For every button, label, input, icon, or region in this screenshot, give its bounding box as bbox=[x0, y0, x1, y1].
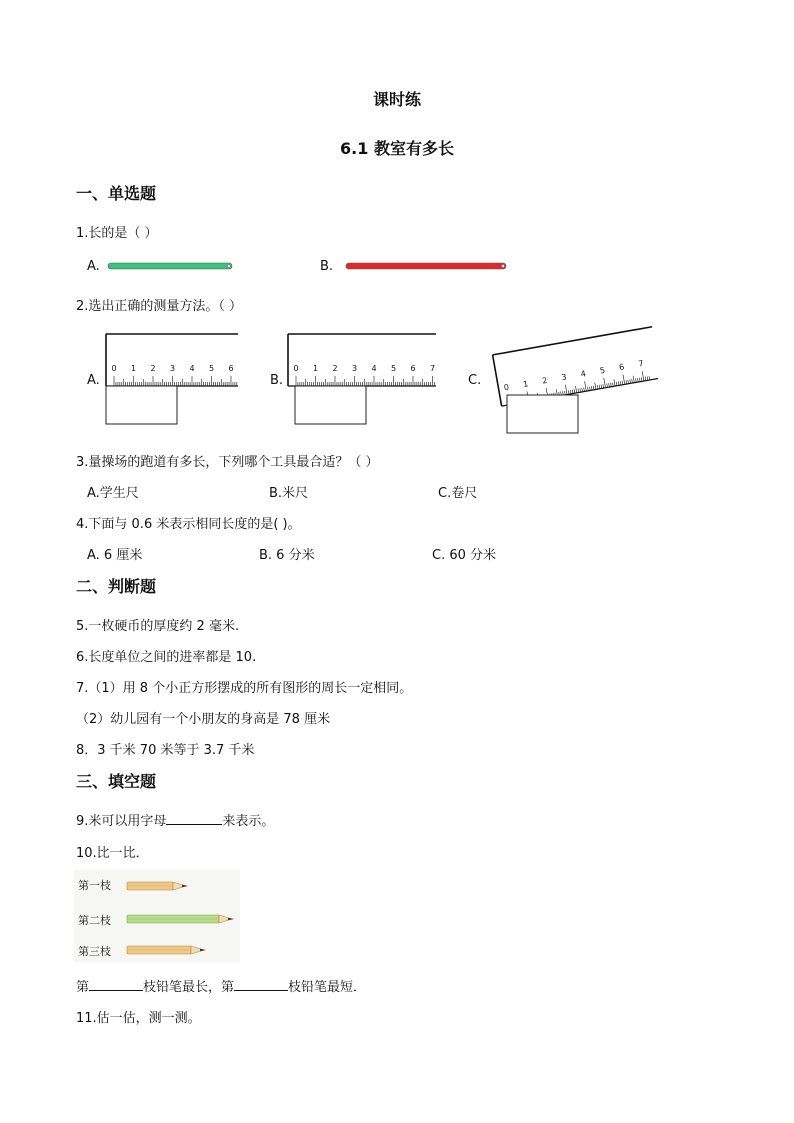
q3-option-c[interactable]: C.卷尺 bbox=[438, 486, 478, 501]
question-6: 6.长度单位之间的进率都是 10. bbox=[76, 650, 257, 665]
q10-answer-text-2: 枝铅笔最长，第 bbox=[143, 980, 235, 995]
ruler-tick-label: 6 bbox=[410, 364, 416, 373]
pencil-1-image bbox=[126, 878, 190, 894]
ruler-tick bbox=[639, 378, 640, 382]
ruler-tick bbox=[645, 377, 646, 381]
ruler-tick bbox=[649, 376, 650, 380]
ruler-tick bbox=[570, 390, 571, 394]
ruler-tick bbox=[628, 380, 629, 384]
q2-object-b bbox=[295, 386, 366, 424]
question-5: 5.一枚硬币的厚度约 2 毫米. bbox=[76, 619, 240, 634]
ruler-tick-label: 3 bbox=[169, 364, 176, 373]
ruler-tick bbox=[599, 385, 600, 389]
ruler-tick bbox=[616, 382, 617, 386]
ruler-tick bbox=[647, 376, 648, 380]
q10-answer-text-1: 第 bbox=[76, 980, 90, 995]
ruler-tick bbox=[622, 381, 623, 385]
ruler-tick bbox=[618, 381, 619, 385]
ruler-tick bbox=[637, 378, 638, 382]
q3-option-a[interactable]: A.学生尺 bbox=[87, 486, 139, 501]
q9-text-before: 9.米可以用字母 bbox=[76, 814, 167, 829]
ruler-tick bbox=[582, 388, 583, 392]
ruler-tick bbox=[565, 391, 566, 395]
q3-option-b[interactable]: B.米尺 bbox=[269, 486, 309, 501]
ruler-tick bbox=[585, 381, 587, 391]
question-1: 1.长的是（ ） bbox=[76, 226, 158, 241]
q2-object-a bbox=[106, 386, 177, 424]
q1-green-stick bbox=[106, 260, 236, 272]
ruler-tick bbox=[574, 389, 575, 393]
ruler-tick bbox=[578, 389, 579, 393]
ruler-tick bbox=[588, 387, 589, 391]
ruler-tick bbox=[630, 379, 631, 383]
question-10-answer bbox=[76, 976, 366, 995]
ruler-tick bbox=[591, 386, 592, 390]
ruler-tick-label: 2 bbox=[332, 364, 338, 373]
ruler-tick-label: 7 bbox=[637, 358, 645, 369]
ruler-tick bbox=[589, 387, 590, 391]
q4-option-b[interactable]: B. 6 分米 bbox=[259, 548, 315, 563]
ruler-tick-label: 0 bbox=[503, 382, 510, 393]
ruler-tick bbox=[603, 384, 604, 388]
ruler-tick-label: 3 bbox=[560, 372, 568, 383]
ruler-tick bbox=[609, 383, 610, 387]
pencil-3-image bbox=[126, 942, 210, 958]
ruler-tick bbox=[614, 379, 615, 386]
question-7-part-2: （2）幼儿园有一个小朋友的身高是 78 厘米 bbox=[76, 712, 331, 727]
question-10: 10.比一比． bbox=[76, 846, 149, 861]
q9-answer-blank[interactable] bbox=[166, 812, 222, 825]
q4-option-a[interactable]: A. 6 厘米 bbox=[87, 548, 143, 563]
pencil-label-3: 第三枝 bbox=[78, 945, 111, 958]
ruler-tick-label: 2 bbox=[541, 375, 549, 386]
ruler-tick bbox=[607, 384, 608, 388]
ruler-tick-label: 4 bbox=[189, 364, 195, 373]
ruler-tick bbox=[584, 388, 585, 392]
question-11: 11.估一估，测一测。 bbox=[76, 1011, 201, 1026]
ruler-tick bbox=[580, 388, 581, 392]
ruler-tick bbox=[601, 385, 602, 389]
pencil-label-1: 第一枝 bbox=[78, 879, 111, 892]
ruler-left-edge bbox=[493, 355, 502, 406]
q2-ruler-b bbox=[282, 330, 438, 428]
ruler-top-edge bbox=[493, 327, 653, 355]
question-4: 4.下面与 0.6 米表示相同长度的是( )。 bbox=[76, 517, 301, 532]
ruler-tick bbox=[611, 383, 612, 387]
section-judgment: 二、判断题 bbox=[76, 577, 157, 596]
question-3: 3.量操场的跑道有多长，下列哪个工具最合适？（ ） bbox=[76, 455, 379, 470]
q4-option-c[interactable]: C. 60 分米 bbox=[432, 548, 497, 563]
q1-red-stick bbox=[344, 260, 510, 272]
page-title: 课时练 bbox=[372, 90, 421, 109]
ruler-tick bbox=[565, 385, 567, 395]
ruler-tick bbox=[636, 378, 637, 382]
q2-option-c-label[interactable]: C. bbox=[468, 373, 482, 388]
q2-ruler-c bbox=[486, 322, 658, 438]
ruler-tick bbox=[576, 386, 577, 393]
ruler-tick bbox=[568, 390, 569, 394]
ruler-tick-label: 1 bbox=[130, 364, 137, 373]
q9-text-after: 来表示。 bbox=[222, 814, 275, 829]
section-fill-blank: 三、填空题 bbox=[76, 772, 157, 791]
ruler-tick-label: 0 bbox=[111, 364, 117, 373]
q10-longest-blank[interactable] bbox=[89, 978, 143, 991]
question-2: 2.选出正确的测量方法。（ ） bbox=[76, 299, 243, 314]
q1-option-a-label[interactable]: A. bbox=[87, 259, 100, 274]
ruler-tick-label: 5 bbox=[208, 364, 215, 373]
ruler-tick-label: 0 bbox=[293, 364, 299, 373]
ruler-tick bbox=[623, 375, 625, 385]
ruler-tick-label: 3 bbox=[351, 364, 358, 373]
q2-ruler-a bbox=[100, 330, 240, 428]
ruler-tick-label: 6 bbox=[618, 362, 625, 373]
ruler-tick bbox=[626, 380, 627, 384]
ruler-tick bbox=[620, 381, 621, 385]
section-single-choice: 一、单选题 bbox=[76, 184, 157, 203]
question-8: 8．3 千米 70 米等于 3.7 千米 bbox=[76, 743, 255, 758]
ruler-tick-label: 4 bbox=[579, 369, 587, 379]
ruler-tick bbox=[597, 385, 598, 389]
q2-option-b-label[interactable]: B. bbox=[270, 373, 284, 388]
ruler-tick bbox=[593, 386, 594, 390]
q2-object-c bbox=[507, 395, 578, 433]
question-7-part-1: 7.（1）用 8 个小正方形摆成的所有图形的周长一定相同。 bbox=[76, 681, 413, 696]
ruler-tick bbox=[613, 382, 614, 386]
ruler-tick-label: 6 bbox=[228, 364, 234, 373]
ruler-tick bbox=[604, 378, 606, 388]
ruler-tick-label: 1 bbox=[312, 364, 319, 373]
q1-option-b-label[interactable]: B. bbox=[320, 259, 334, 274]
question-9 bbox=[76, 810, 274, 829]
ruler-tick bbox=[632, 379, 633, 383]
page-subtitle: 6.1 教室有多长 bbox=[340, 139, 454, 158]
pencil-label-2: 第二枝 bbox=[78, 914, 111, 927]
ruler-tick-label: 4 bbox=[371, 364, 377, 373]
ruler-tick-label: 5 bbox=[599, 365, 606, 376]
ruler-tick-label: 1 bbox=[522, 379, 529, 389]
ruler-tick-label: 7 bbox=[429, 364, 436, 373]
ruler-tick-label: 2 bbox=[150, 364, 156, 373]
q10-answer-text-3: 枝铅笔最短． bbox=[288, 980, 367, 995]
ruler-tick bbox=[642, 371, 644, 381]
ruler-tick bbox=[572, 390, 573, 394]
ruler-tick bbox=[595, 383, 596, 390]
q2-option-a-label[interactable]: A. bbox=[87, 373, 100, 388]
pencil-2-image bbox=[126, 911, 238, 927]
q10-shortest-blank[interactable] bbox=[234, 978, 288, 991]
ruler-tick bbox=[633, 376, 634, 383]
ruler-tick-label: 5 bbox=[390, 364, 397, 373]
ruler-tick bbox=[641, 377, 642, 381]
